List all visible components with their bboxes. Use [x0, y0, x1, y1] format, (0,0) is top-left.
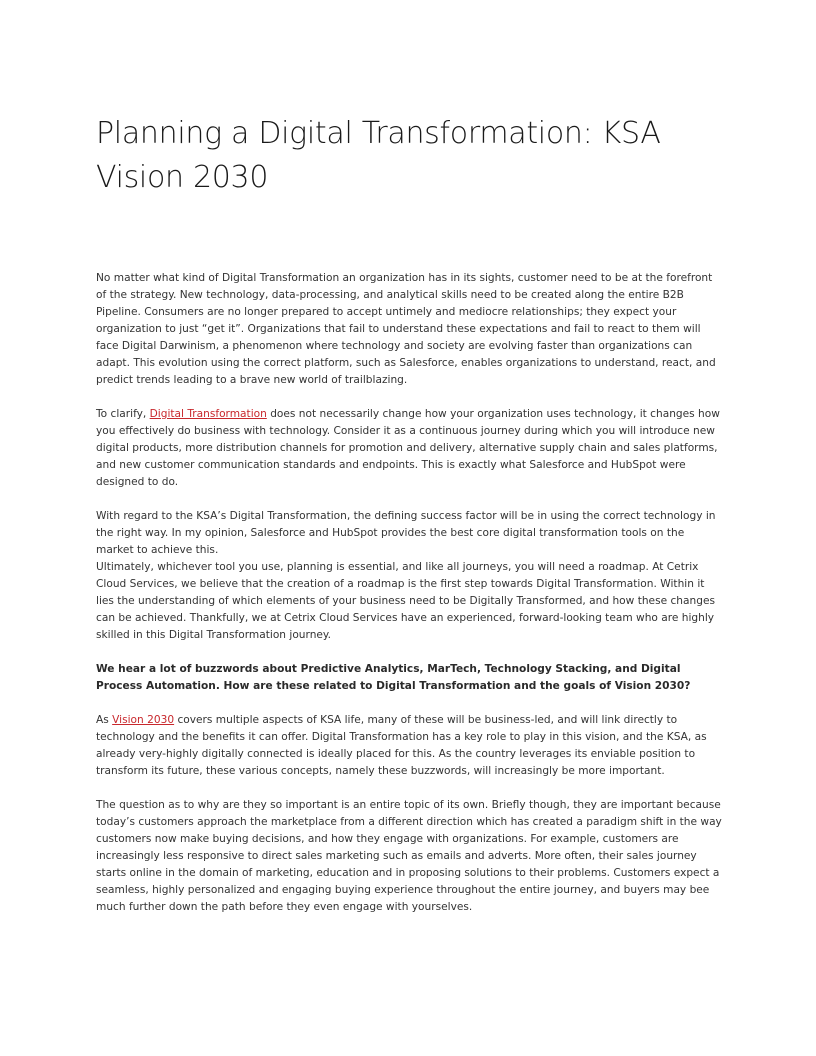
paragraph-vision — [96, 712, 724, 780]
paragraph-vision-lead: As — [96, 714, 113, 726]
paragraph-vision-rest: covers multiple aspects of KSA life, many of these will be business-led, and will link directly to technology and the benefits it can offer. Digital Transformation has a key role to play in this vision, and the KSA, as already very-highly digitally connected is ideally placed for this. As the country leverages its enviable position to transform its future, these various concepts, namely these buzzwords, will increasingly be more important. — [96, 714, 707, 777]
paragraph-importance: The question as to why are they so important is an entire topic of its own. Briefly though, they are important because today’s customers approach the marketplace from a different direction which has created a paradigm shift in the way customers now make buying decisions, and how they engage with organizations. For example, customers are increasingly less responsive to direct sales marketing such as emails and adverts. More often, their sales journey starts online in the domain of marketing, education and in proposing solutions to their problems. Customers expect a seamless, highly personalized and engaging buying experience throughout the entire journey, and buyers may bee much further down the path before they even engage with yourselves. — [96, 799, 722, 913]
page-title: Planning a Digital Transformation: KSA Vision 2030 — [96, 116, 661, 195]
paragraph-clarify-rest: does not necessarily change how your organization uses technology, it changes how you effectively do business with technology. Consider it as a continuous journey during which you will introduce new digital products, more distribution channels for promotion and delivery, alternative supply chain and sales platforms, and new customer communication standards and endpoints. This is exactly what Salesforce and HubSpot were designed to do. — [96, 408, 720, 488]
paragraph-ksa-success: With regard to the KSA’s Digital Transformation, the defining success factor will be in using the correct technology in the right way. In my opinion, Salesforce and HubSpot provides the best core digital transformation tools on the market to achieve this. — [96, 510, 716, 556]
question-heading: We hear a lot of buzzwords about Predictive Analytics, MarTech, Technology Stacking, and Digital Process Automation. How are these related to Digital Transformation and the goals of Vision 2030? — [96, 663, 691, 692]
paragraph-clarify — [96, 406, 724, 491]
paragraph-intro: No matter what kind of Digital Transformation an organization has in its sights, customer need to be at the forefront of the strategy. New technology, data-processing, and analytical skills need to be created along the entire B2B Pipeline. Consumers are no longer prepared to accept untimely and mediocre relationships; they expect your organization to just “get it”. Organizations that fail to understand these expectations and fail to react to them will face Digital Darwinism, a phenomenon where technology and society are evolving faster than organizations can adapt. This evolution using the correct platform, such as Salesforce, enables organizations to understand, react, and predict trends leading to a brave new world of trailblazing. — [96, 272, 716, 386]
document-page — [96, 112, 724, 933]
digital-transformation-link[interactable]: Digital Transformation — [149, 408, 267, 420]
paragraph-roadmap: Ultimately, whichever tool you use, planning is essential, and like all journeys, you will need a roadmap. At Cetrix Cloud Services, we believe that the creation of a roadmap is the first step towards Digital Transformation. Within it lies the understanding of which elements of your business need to be Digitally Transformed, and how these changes can be achieved. Thankfully, we at Cetrix Cloud Services have an experienced, forward-looking team who are highly skilled in this Digital Transformation journey. — [96, 561, 715, 641]
paragraph-clarify-lead: To clarify, — [96, 408, 150, 420]
vision-2030-link[interactable]: Vision 2030 — [112, 714, 175, 726]
